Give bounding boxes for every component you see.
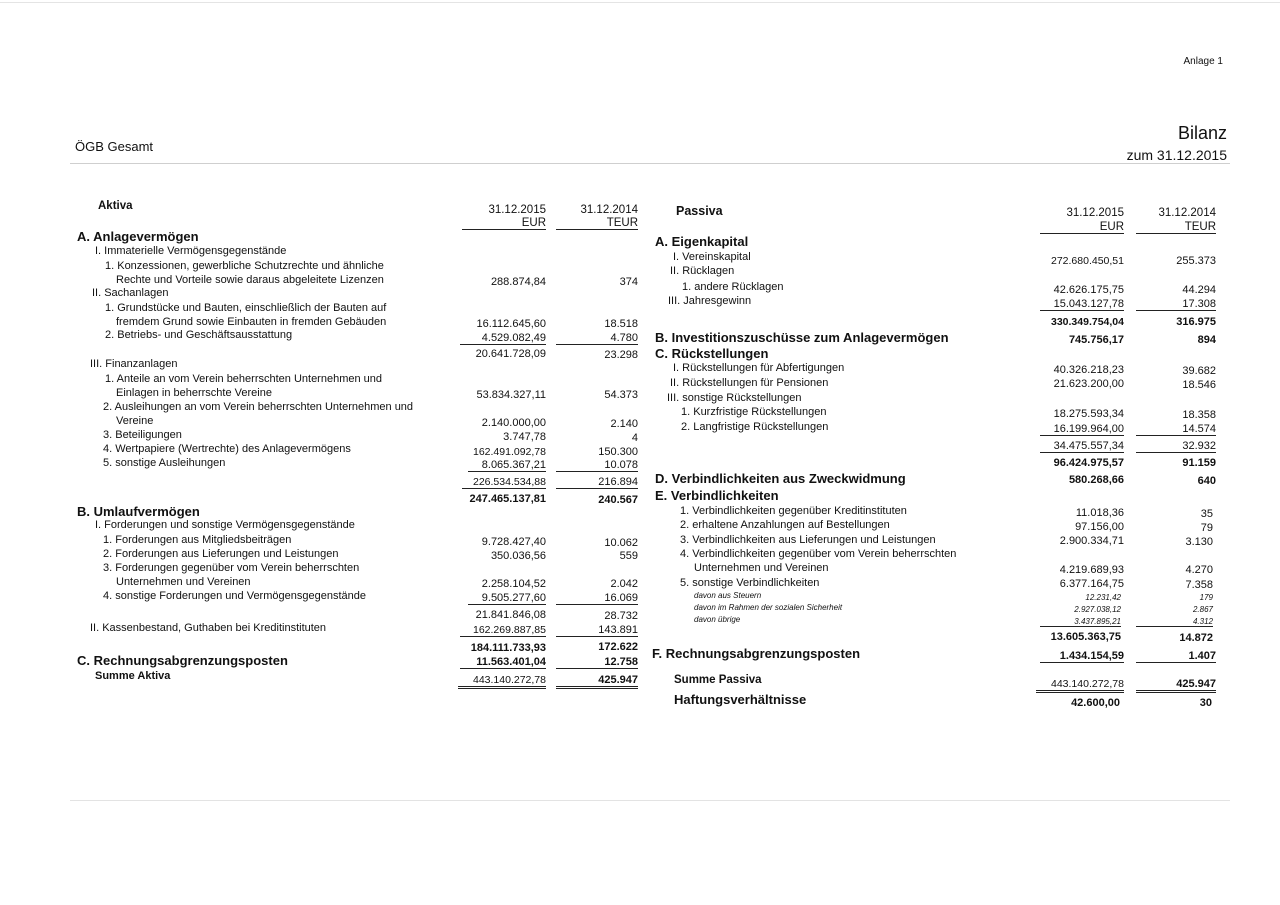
aktiva-a-i-label: I. Immaterielle Vermögensgegenstände	[95, 245, 287, 257]
passiva-value: 42.626.175,75	[1053, 284, 1124, 296]
aktiva-value: 11.563.401,04	[460, 656, 546, 669]
passiva-value: 44.294	[1182, 284, 1216, 296]
section-a-eigenkapital: A. Eigenkapital	[655, 234, 749, 249]
aktiva-value: 10.062	[604, 537, 638, 549]
passiva-a-iii-label: III. Jahresgewinn	[668, 295, 752, 307]
passiva-total-c: 96.424.975,57	[1053, 457, 1124, 469]
passiva-col1-date: 31.12.2015	[1066, 207, 1124, 219]
aktiva-col1-unit: EUR	[462, 217, 546, 230]
aktiva-col2-date: 31.12.2014	[580, 204, 638, 216]
aktiva-value: 4	[631, 432, 638, 444]
section-b-investitionszuschuesse: B. Investitionszuschüsse zum Anlagevermögen	[655, 330, 949, 345]
aktiva-value: 2.258.104,52	[481, 578, 546, 590]
aktiva-value: 54.373	[604, 389, 638, 401]
aktiva-value: 9.505.277,60	[468, 592, 546, 605]
aktiva-b-i-2-label: 2. Forderungen aus Lieferungen und Leistungen	[103, 548, 339, 560]
aktiva-value: 374	[619, 276, 638, 288]
section-c-rueckstellungen: C. Rückstellungen	[655, 346, 769, 361]
aktiva-a-iii-3-label: 3. Beteiligungen	[103, 429, 182, 441]
aktiva-b-i-4-label: 4. sonstige Forderungen und Vermögensgegenstände	[103, 590, 366, 602]
aktiva-value: 8.065.367,21	[468, 459, 546, 472]
aktiva-subtotal: 226.534.534,88	[462, 476, 546, 489]
passiva-value: 6.377.164,75	[1059, 578, 1124, 590]
aktiva-a-iii-1-label-2: Einlagen in beherrschte Vereine	[116, 387, 272, 399]
aktiva-heading: Aktiva	[98, 200, 133, 212]
passiva-col1-unit: EUR	[1040, 221, 1124, 234]
passiva-value: 745.756,17	[1068, 334, 1124, 346]
aktiva-value: 12.758	[556, 656, 638, 669]
section-e-verbindlichkeiten: E. Verbindlichkeiten	[655, 488, 779, 503]
passiva-value: 4.219.689,93	[1059, 564, 1124, 576]
aktiva-col2-unit: TEUR	[556, 217, 638, 230]
passiva-value: 40.326.218,23	[1053, 364, 1124, 376]
passiva-value: 2.867	[1192, 605, 1213, 614]
aktiva-total-b: 172.622	[598, 641, 638, 653]
aktiva-b-i-label: I. Forderungen und sonstige Vermögensgegenstände	[95, 519, 355, 531]
aktiva-subtotal: 216.894	[556, 476, 638, 489]
passiva-c-i-label: I. Rückstellungen für Abfertigungen	[673, 362, 845, 374]
passiva-value: 580.268,66	[1068, 474, 1124, 486]
passiva-subtotal: 34.475.557,34	[1040, 440, 1124, 453]
passiva-value: 1.407	[1136, 650, 1216, 663]
passiva-value: 97.156,00	[1075, 521, 1124, 533]
aktiva-subtotal: 28.732	[604, 610, 638, 622]
aktiva-a-iii-label: III. Finanzanlagen	[90, 358, 178, 370]
aktiva-value: 150.300	[598, 446, 638, 458]
passiva-e-4-label: 4. Verbindlichkeiten gegenüber vom Verein beherrschten	[680, 548, 957, 560]
passiva-value: 16.199.964,00	[1040, 423, 1124, 436]
passiva-value: 640	[1197, 475, 1216, 487]
aktiva-total-a: 247.465.137,81	[469, 493, 546, 505]
aktiva-a-iii-4-label: 4. Wertpapiere (Wertrechte) des Anlagevermögens	[103, 443, 351, 455]
aktiva-a-ii-label: II. Sachanlagen	[92, 287, 169, 299]
aktiva-subtotal: 20.641.728,09	[475, 348, 546, 360]
passiva-value: 21.623.200,00	[1053, 378, 1124, 390]
aktiva-a-ii-1-label-2: fremdem Grund sowie Einbauten in fremden Gebäuden	[116, 316, 387, 328]
passiva-value: 12.231,42	[1085, 593, 1121, 602]
passiva-value: 30	[1199, 697, 1212, 709]
aktiva-value: 288.874,84	[490, 276, 546, 288]
aktiva-value: 2.042	[610, 578, 638, 590]
passiva-c-ii-label: II. Rückstellungen für Pensionen	[670, 377, 829, 389]
organization-name: ÖGB Gesamt	[75, 139, 154, 154]
passiva-value: 18.275.593,34	[1053, 408, 1124, 420]
passiva-value: 18.358	[1182, 409, 1216, 421]
passiva-e-3-label: 3. Verbindlichkeiten aus Lieferungen und Leistungen	[680, 534, 936, 546]
passiva-total-a: 330.349.754,04	[1051, 316, 1124, 328]
passiva-value: 79	[1200, 522, 1213, 534]
passiva-value: 11.018,36	[1075, 507, 1124, 519]
top-border	[0, 2, 1280, 3]
aktiva-grand-total: 443.140.272,78	[458, 674, 546, 689]
passiva-value: 39.682	[1182, 365, 1216, 377]
passiva-a-ii-label: II. Rücklagen	[670, 265, 735, 277]
aktiva-value: 162.491.092,78	[473, 446, 546, 458]
passiva-col2-unit: TEUR	[1136, 221, 1216, 234]
aktiva-value: 9.728.427,40	[481, 536, 546, 548]
aktiva-value: 559	[619, 550, 638, 562]
passiva-heading: Passiva	[676, 204, 723, 218]
aktiva-value: 143.891	[556, 624, 638, 637]
header-rule	[70, 163, 1230, 164]
aktiva-value: 2.140	[610, 418, 638, 430]
passiva-total-label: Summe Passiva	[674, 674, 762, 686]
passiva-value: 2.900.334,71	[1059, 535, 1124, 547]
passiva-subtotal: 32.932	[1136, 440, 1216, 453]
passiva-value: 14.574	[1136, 423, 1216, 436]
anlage-label: Anlage 1	[1183, 56, 1223, 67]
aktiva-a-iii-2-label-2: Vereine	[116, 415, 154, 427]
aktiva-value: 4.780	[556, 332, 638, 345]
passiva-value: 18.546	[1182, 379, 1216, 391]
aktiva-a-iii-5-label: 5. sonstige Ausleihungen	[103, 457, 226, 469]
aktiva-total-b: 184.111.733,93	[470, 642, 546, 654]
passiva-e-1-label: 1. Verbindlichkeiten gegenüber Kreditinstituten	[680, 505, 907, 517]
aktiva-b-i-3-label: 3. Forderungen gegenüber vom Verein beherrschten	[103, 562, 360, 574]
passiva-value: 35	[1200, 508, 1213, 520]
passiva-value: 42.600,00	[1071, 697, 1120, 709]
passiva-value: 272.680.450,51	[1051, 255, 1124, 267]
passiva-value: 179	[1199, 593, 1213, 602]
passiva-e-5-davon-sozial: davon im Rahmen der sozialen Sicherheit	[694, 603, 843, 612]
aktiva-a-i-1-label-2: Rechte und Vorteile sowie daraus abgeleitete Lizenzen	[116, 274, 384, 286]
aktiva-value: 18.518	[604, 318, 638, 330]
passiva-grand-total: 443.140.272,78	[1036, 678, 1124, 693]
aktiva-total-a: 240.567	[598, 494, 638, 506]
aktiva-value: 53.834.327,11	[476, 389, 546, 401]
aktiva-value: 16.112.645,60	[476, 318, 546, 330]
section-b-umlaufvermoegen: B. Umlaufvermögen	[77, 504, 200, 519]
passiva-value: 17.308	[1136, 298, 1216, 311]
passiva-total-c: 91.159	[1182, 457, 1216, 469]
page-title: Bilanz	[1177, 123, 1227, 143]
aktiva-grand-total: 425.947	[556, 674, 638, 689]
aktiva-value: 16.069	[556, 592, 638, 605]
aktiva-value: 350.036,56	[490, 550, 546, 562]
aktiva-a-ii-1-label: 1. Grundstücke und Bauten, einschließlich der Bauten auf	[105, 302, 387, 314]
section-d-zweckwidmung: D. Verbindlichkeiten aus Zweckwidmung	[655, 471, 906, 486]
aktiva-subtotal: 21.841.846,08	[475, 609, 546, 621]
passiva-value: 4.312	[1136, 617, 1213, 627]
passiva-value: 255.373	[1176, 255, 1216, 267]
section-c-rechnungsabgrenzung: C. Rechnungsabgrenzungsposten	[77, 653, 288, 668]
passiva-e-2-label: 2. erhaltene Anzahlungen auf Bestellungen	[680, 519, 890, 531]
passiva-total-e: 14.872	[1179, 632, 1213, 644]
aktiva-value: 162.269.887,85	[460, 624, 546, 637]
section-f-rechnungsabgrenzung: F. Rechnungsabgrenzungsposten	[652, 646, 861, 661]
passiva-total-a: 316.975	[1176, 316, 1216, 328]
aktiva-a-ii-2-label: 2. Betriebs- und Geschäftsausstattung	[105, 329, 293, 341]
aktiva-value: 3.747,78	[503, 431, 546, 443]
passiva-value: 2.927.038,12	[1074, 605, 1121, 614]
aktiva-a-iii-2-label: 2. Ausleihungen an vom Verein beherrschten Unternehmen und	[103, 401, 414, 413]
passiva-a-i-label: I. Vereinskapital	[673, 251, 751, 263]
passiva-e-4-label-2: Unternehmen und Vereinen	[694, 562, 829, 574]
passiva-value: 7.358	[1185, 579, 1213, 591]
aktiva-a-iii-1-label: 1. Anteile an vom Verein beherrschten Unternehmen und	[105, 373, 383, 385]
haftungsverhaeltnisse-label: Haftungsverhältnisse	[674, 692, 807, 707]
page-subtitle: zum 31.12.2015	[1126, 147, 1227, 163]
passiva-value: 3.130	[1185, 536, 1213, 548]
aktiva-total-label: Summe Aktiva	[95, 670, 171, 682]
aktiva-col1-date: 31.12.2015	[488, 204, 546, 216]
aktiva-b-ii-label: II. Kassenbestand, Guthaben bei Kreditinstituten	[90, 622, 327, 634]
passiva-a-ii-1-label: 1. andere Rücklagen	[682, 281, 784, 293]
footer-rule	[70, 800, 1230, 801]
passiva-c-iii-1-label: 1. Kurzfristige Rückstellungen	[681, 406, 827, 418]
passiva-e-5-davon-steuern: davon aus Steuern	[694, 591, 762, 600]
passiva-value: 894	[1197, 334, 1216, 346]
aktiva-subtotal: 23.298	[604, 349, 638, 361]
passiva-value: 15.043.127,78	[1040, 298, 1124, 311]
passiva-c-iii-2-label: 2. Langfristige Rückstellungen	[681, 421, 829, 433]
aktiva-a-i-1-label: 1. Konzessionen, gewerbliche Schutzrechte und ähnliche	[105, 260, 384, 272]
passiva-value: 3.437.895,21	[1040, 617, 1121, 627]
aktiva-value: 4.529.082,49	[460, 332, 546, 345]
passiva-value: 1.434.154,59	[1040, 650, 1124, 663]
passiva-e-5-davon-uebrige: davon übrige	[694, 615, 741, 624]
aktiva-value: 2.140.000,00	[481, 417, 546, 429]
aktiva-value: 10.078	[556, 459, 638, 472]
section-a-anlagevermoegen: A. Anlagevermögen	[77, 229, 199, 244]
passiva-grand-total: 425.947	[1136, 678, 1216, 693]
passiva-e-5-label: 5. sonstige Verbindlichkeiten	[680, 577, 820, 589]
aktiva-b-i-3-label-2: Unternehmen und Vereinen	[116, 576, 251, 588]
aktiva-b-i-1-label: 1. Forderungen aus Mitgliedsbeiträgen	[103, 534, 292, 546]
passiva-total-e: 13.605.363,75	[1050, 631, 1121, 643]
passiva-value: 4.270	[1185, 564, 1213, 576]
passiva-col2-date: 31.12.2014	[1158, 207, 1216, 219]
passiva-c-iii-label: III. sonstige Rückstellungen	[667, 392, 802, 404]
